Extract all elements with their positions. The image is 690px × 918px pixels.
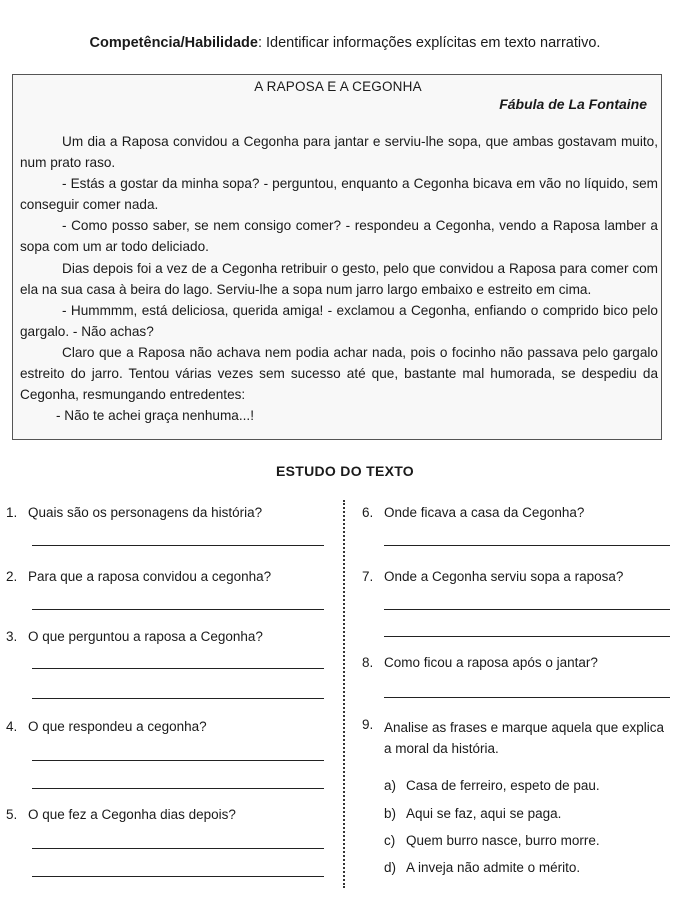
option-letter: d) <box>384 860 397 875</box>
question-text: Quais são os personagens da história? <box>28 505 263 520</box>
story-box <box>12 74 662 440</box>
competency-header <box>0 35 690 51</box>
question-3 <box>6 629 326 644</box>
answer-line[interactable] <box>32 760 324 761</box>
question-number: 5. <box>6 807 18 822</box>
story-title: A RAPOSA E A CEGONHA <box>254 79 422 94</box>
answer-line[interactable] <box>32 698 324 699</box>
question-text: Para que a raposa convidou a cegonha? <box>28 569 272 584</box>
answer-line[interactable] <box>32 788 324 789</box>
study-title: ESTUDO DO TEXTO <box>275 463 415 479</box>
question-text: Onde a Cegonha serviu sopa a raposa? <box>384 569 624 584</box>
answer-line[interactable] <box>32 668 324 669</box>
story-paragraph: Um dia a Raposa convidou a Cegonha para jantar e serviu-lhe sopa, que ambas gostavam muito, num prato raso. <box>20 134 658 171</box>
story-paragraph: Dias depois foi a vez de a Cegonha retribuir o gesto, pelo que convidou a Raposa para comer com ela na sua casa à beira do lago. Serviu-lhe a sopa num jarro largo embaixo e estreito em cima. <box>20 260 658 297</box>
option-letter: a) <box>384 778 397 793</box>
question-9 <box>362 717 672 759</box>
option-d[interactable] <box>384 860 580 875</box>
question-6 <box>362 505 672 520</box>
story-paragraph: - Como posso saber, se nem consigo comer? - respondeu a Cegonha, vendo a Raposa lamber a sopa com um ar todo deliciado. <box>20 218 658 255</box>
story-paragraph: Claro que a Raposa não achava nem podia achar nada, pois o focinho não passava pelo gargalo estreito do jarro. Tentou várias vezes sem sucesso até que, bastante mal humorada, se despediu da Cegonha, resmungando entredentes: <box>20 344 658 403</box>
story-text <box>20 131 658 426</box>
question-number: 1. <box>6 505 18 520</box>
answer-line[interactable] <box>384 545 670 546</box>
option-a[interactable] <box>384 778 600 793</box>
question-number: 2. <box>6 569 18 584</box>
question-text: O que fez a Cegonha dias depois? <box>28 807 236 822</box>
question-text: O que respondeu a cegonha? <box>28 719 207 734</box>
question-2 <box>6 569 326 584</box>
competency-text: : Identificar informações explícitas em texto narrativo. <box>257 35 601 51</box>
story-paragraph: - Estás a gostar da minha sopa? - perguntou, enquanto a Cegonha bicava em vão no líquido, sem conseguir comer nada. <box>20 176 658 213</box>
question-number: 8. <box>362 655 374 670</box>
answer-line[interactable] <box>32 609 324 610</box>
question-number: 7. <box>362 569 374 584</box>
option-text: Casa de ferreiro, espeto de pau. <box>406 778 600 793</box>
question-8 <box>362 655 672 670</box>
option-text: Quem burro nasce, burro morre. <box>406 833 600 848</box>
question-text: O que perguntou a raposa a Cegonha? <box>28 629 263 644</box>
competency-label: Competência/Habilidade <box>89 35 258 51</box>
answer-line[interactable] <box>32 848 324 849</box>
question-number: 9. <box>362 717 374 732</box>
question-text: Como ficou a raposa após o jantar? <box>384 655 598 670</box>
question-number: 3. <box>6 629 18 644</box>
question-number: 6. <box>362 505 374 520</box>
question-5 <box>6 807 326 822</box>
answer-line[interactable] <box>384 697 670 698</box>
option-letter: b) <box>384 806 397 821</box>
question-text: Analise as frases e marque aquela que explica a moral da história. <box>384 720 664 756</box>
question-7 <box>362 569 672 584</box>
answer-line[interactable] <box>384 636 670 637</box>
option-text: A inveja não admite o mérito. <box>406 860 581 875</box>
option-b[interactable] <box>384 806 561 821</box>
answer-line[interactable] <box>32 876 324 877</box>
story-paragraph: - Hummmm, está deliciosa, querida amiga! - exclamou a Cegonha, enfiando o comprido bico pelo gargalo. - Não achas? <box>20 302 658 339</box>
question-number: 4. <box>6 719 18 734</box>
answer-line[interactable] <box>32 545 324 546</box>
answer-line[interactable] <box>384 609 670 610</box>
story-paragraph: - Não te achei graça nenhuma...! <box>56 408 254 424</box>
option-text: Aqui se faz, aqui se paga. <box>406 806 562 821</box>
column-divider <box>343 500 345 888</box>
question-4 <box>6 719 326 734</box>
question-1 <box>6 505 326 520</box>
option-letter: c) <box>384 833 396 848</box>
question-text: Onde ficava a casa da Cegonha? <box>384 505 585 520</box>
story-author: Fábula de La Fontaine <box>499 96 647 112</box>
option-c[interactable] <box>384 833 600 848</box>
